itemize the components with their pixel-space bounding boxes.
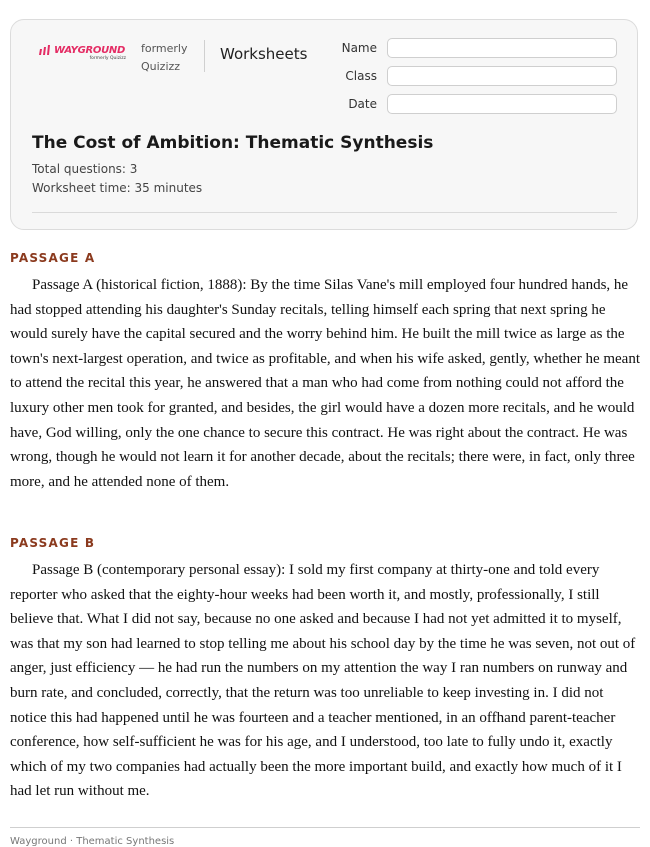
header-divider bbox=[204, 40, 205, 72]
date-label: Date bbox=[348, 97, 377, 111]
passage-a-heading: PASSAGE A bbox=[10, 251, 96, 265]
worksheet-header-card bbox=[10, 19, 638, 230]
class-label: Class bbox=[345, 69, 377, 83]
worksheet-title: The Cost of Ambition: Thematic Synthesis bbox=[32, 133, 434, 153]
logo-subtext: formerly Quizizz bbox=[89, 56, 126, 61]
page-footer: Wayground · Thematic Synthesis bbox=[10, 836, 175, 847]
passage-b-heading: PASSAGE B bbox=[10, 536, 96, 550]
formerly-line-1: formerly bbox=[141, 42, 188, 55]
formerly-line-2: Quizizz bbox=[141, 60, 181, 73]
passage-b-text: Passage B (contemporary personal essay): I sold my first company at thirty-one and told every reporter who asked that the eighty-hour weeks had been worth it, and mostly, professionally, I still believe that. What I did not say, because no one asked and because I had not yet admitted it to myself, was that my son had learned to stop telling me about his school day by the time he was seven, not out of anger, just efficiency — he had run the numbers on my attention the way I ran numbers on runway and burn rate, and concluded, correctly, that the return was too unreliable to keep investing in. I did not notice this had happened until he was fourteen and a teacher mentioned, in an offhand parent-teacher conference, how self-sufficient he was for his age, and I understood, too late to fully undo it, exactly which of my two companies had actually been the more important build, and exactly how much of it I had let run without me. bbox=[10, 562, 636, 800]
formerly-note bbox=[141, 40, 188, 76]
passage-a-text: Passage A (historical fiction, 1888): By the time Silas Vane's mill employed four hundred hands, he had stopped attending his daughter's Sunday recitals, telling himself each spring that next spring he would surely have the capital secured and the worry behind him. He built the mill twice as large as the town's next-largest operation, and twice as profitable, and when his wife asked, gently, whether he meant to attend the recital this year, he answered that a man who had come from nothing could not afford the luxury other men took for granted, and besides, the girl would have a dozen more recitals, and he would have, God willing, only the one chance to secure this contract. He was right about the contract. He was wrong, though he would not learn it for another decade, about the recitals; there were, in fact, only three more, and he attended none of them. bbox=[10, 277, 641, 490]
doc-type-label: Worksheets bbox=[220, 45, 308, 63]
date-field[interactable] bbox=[387, 94, 617, 114]
class-field[interactable] bbox=[387, 66, 617, 86]
header-rule bbox=[32, 212, 617, 213]
wayground-logo bbox=[39, 45, 129, 61]
total-questions: Total questions: 3 bbox=[32, 162, 138, 176]
name-field[interactable] bbox=[387, 38, 617, 58]
logo-wordmark: WAYGROUND bbox=[54, 45, 126, 56]
footer-rule bbox=[10, 827, 640, 828]
logo-bars-icon bbox=[39, 45, 53, 56]
name-label: Name bbox=[341, 41, 377, 55]
worksheet-time: Worksheet time: 35 minutes bbox=[32, 181, 203, 195]
